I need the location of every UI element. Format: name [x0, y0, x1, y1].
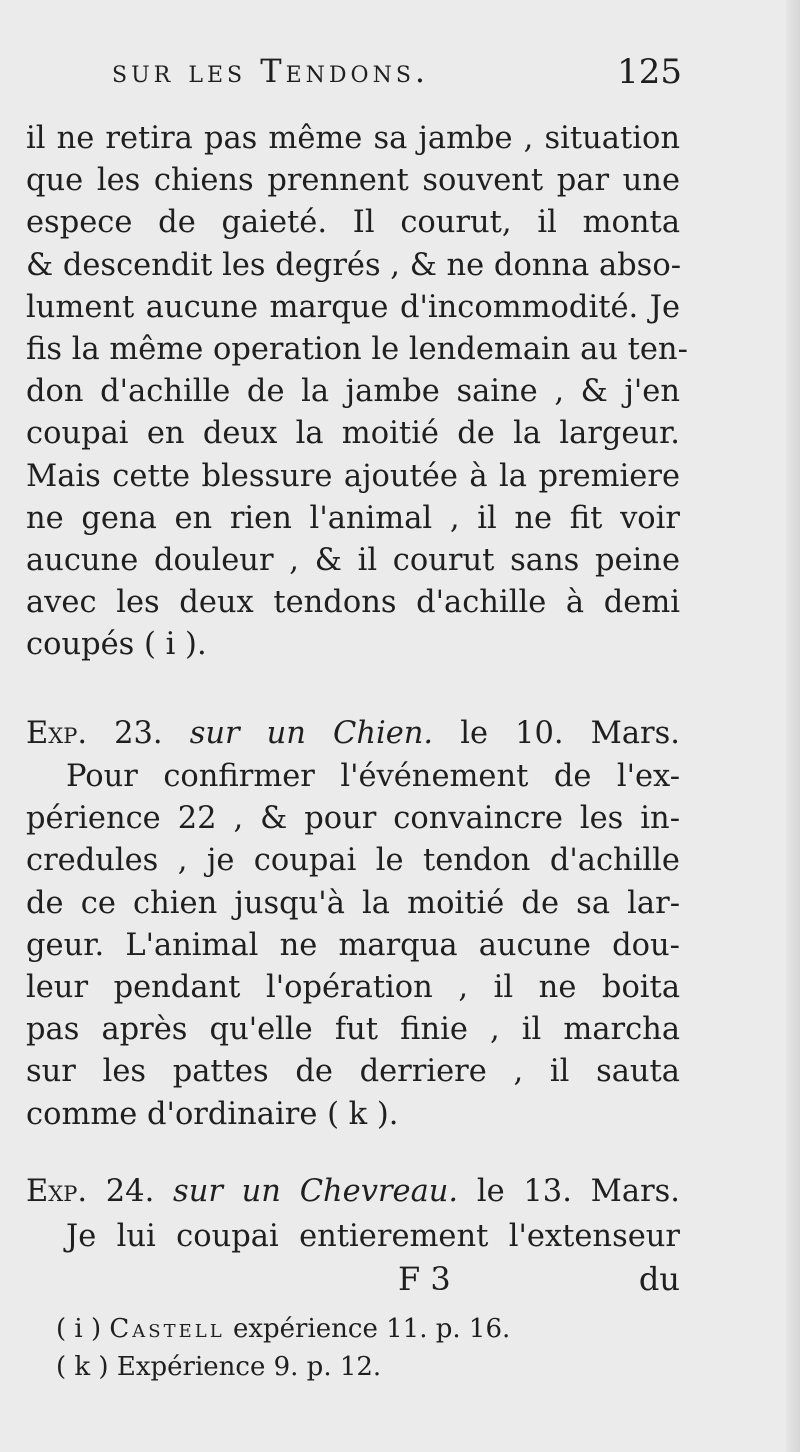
text-line: que les chiens prennent souvent par une: [26, 163, 680, 199]
footnote-marker: ( i ): [56, 1314, 102, 1344]
text-line: comme d'ordinaire ( k ).: [26, 1096, 399, 1132]
page-edge-shadow: [786, 0, 800, 1452]
experiment-subject: sur un Chien.: [189, 716, 434, 751]
experiment-label: Exp. 23.: [26, 716, 163, 751]
text-line: il ne retira pas même sa jambe , situation: [26, 121, 680, 156]
text-line: don d'achille de la jambe saine , & j'en: [26, 374, 680, 410]
text-line: Mais cette blessure ajoutée à la premiere: [26, 458, 680, 494]
footnotes: [56, 1310, 656, 1386]
experiment-date: le 10. Mars.: [460, 716, 680, 751]
footnote-marker: ( k ): [56, 1352, 109, 1382]
text-line: de ce chien jusqu'à la moitié de sa lar-: [26, 885, 680, 921]
text-line: avec les deux tendons d'achille à demi: [26, 585, 680, 621]
page-number: 125: [617, 52, 682, 92]
footnote-author: Castell: [109, 1314, 225, 1344]
experiment-23-heading: [26, 712, 680, 756]
experiment-subject: sur un Chevreau.: [173, 1174, 459, 1209]
text-line: coupai en deux la moitié de la largeur.: [26, 416, 680, 452]
footnote-text: Expérience 9. p. 12.: [116, 1352, 382, 1382]
text-line: lument aucune marque d'incommodité. Je: [26, 289, 680, 325]
text-line: leur pendant l'opération , il ne boita: [26, 969, 680, 1005]
footnote-i: [56, 1310, 656, 1348]
text-line: Pour confirmer l'événement de l'ex-: [66, 759, 680, 794]
text-line: fis la même operation le lendemain au ten-: [26, 331, 688, 367]
text-line: coupés ( i ).: [26, 627, 207, 663]
catchword: du: [638, 1260, 680, 1298]
signature-line: [26, 1260, 680, 1304]
text-line: credules , je coupai le tendon d'achille: [26, 843, 680, 879]
experiment-24-heading: [26, 1170, 680, 1214]
page-header: [112, 52, 682, 104]
footnote-k: [56, 1348, 656, 1386]
paragraph-1: [26, 118, 688, 666]
experiment-date: le 13. Mars.: [476, 1174, 680, 1209]
text-line: Je lui coupai entierement l'extenseur: [66, 1219, 680, 1254]
paragraph-3: [26, 1216, 680, 1258]
text-line: périence 22 , & pour convaincre les in-: [26, 801, 680, 837]
experiment-label: Exp. 24.: [26, 1174, 155, 1209]
signature-mark: F 3: [398, 1260, 451, 1298]
paragraph-2: [26, 756, 680, 1136]
text-line: ne gena en rien l'animal , il ne fit voir: [26, 500, 680, 536]
running-head: sur les Tendons.: [112, 52, 430, 90]
text-line: aucune douleur , & il courut sans peine: [26, 542, 680, 578]
footnote-text: expérience 11. p. 16.: [232, 1314, 511, 1344]
text-line: geur. L'animal ne marqua aucune dou-: [26, 927, 680, 963]
text-line: pas après qu'elle fut finie , il marcha: [26, 1012, 680, 1048]
text-line: sur les pattes de derriere , il sauta: [26, 1054, 680, 1090]
text-line: & descendit les degrés , & ne donna abso-: [26, 247, 682, 283]
text-line: espece de gaieté. Il courut, il monta: [26, 205, 680, 241]
